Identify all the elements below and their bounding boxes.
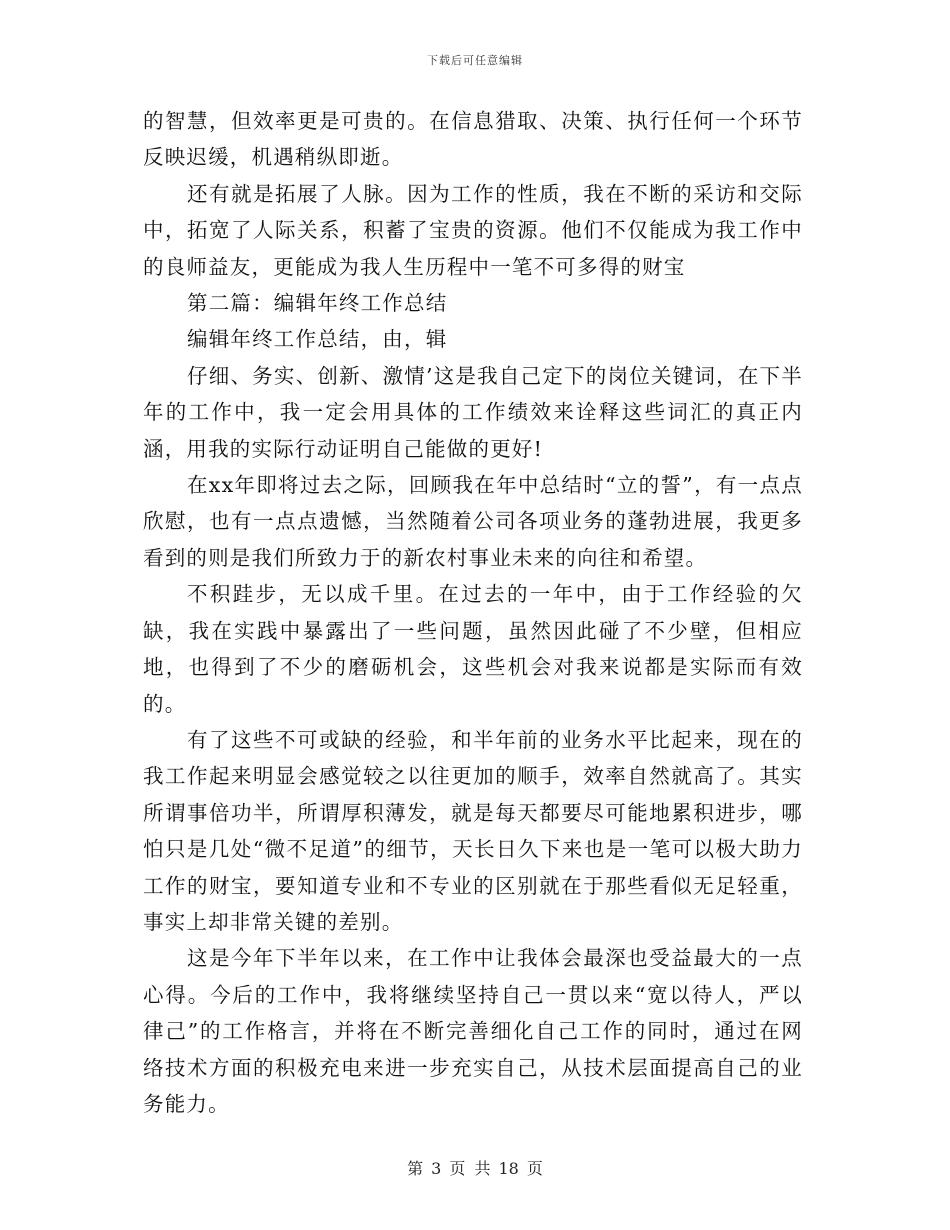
paragraph-2: 还有就是拓展了人脉。因为工作的性质，我在不断的采访和交际中，拓宽了人际关系，积蓄了宝贵的资源。他们不仅能成为我工作中的良师益友，更能成为我人生历程中一笔不可多得的财宝 <box>143 181 803 279</box>
page-header: 下载后可任意编辑 <box>427 54 523 67</box>
page-label-mid: 页 共 <box>449 1159 491 1178</box>
document-body <box>143 103 803 1122</box>
paragraph-6: 在xx年即将过去之际，回顾我在年中总结时“立的誓”，有一点点欣慰，也有一点点遗憾，当然随着公司各项业务的蓬勃进展，我更多看到的则是我们所致力于的新农村事业未来的向往和希望。 <box>143 473 803 570</box>
paragraph-5: 仔细、务实、创新、激情’这是我自己定下的岗位关键词，在下半年的工作中，我一定会用具体的工作绩效来诠释这些词汇的真正内涵，用我的实际行动证明自己能做的更好! <box>143 363 803 461</box>
paragraph-8: 有了这些不可或缺的经验，和半年前的业务水平比起来，现在的我工作起来明显会感觉较之以往更加的顺手，效率自然就高了。其实所谓事倍功半，所谓厚积薄发，就是每天都要尽可能地累积进步，哪怕只是几处“微不足道”的细节，天长日久下来也是一笔可以极大助力工作的财宝，要知道专业和不专业的区别就在于那些看似无足轻重，事实上却非常关键的差别。 <box>143 727 803 934</box>
section-subheading: 编辑年终工作总结，由，辑 <box>187 327 448 352</box>
section-heading: 第二篇：编辑年终工作总结 <box>187 291 448 316</box>
page-number-current: 3 <box>431 1159 442 1178</box>
paragraph-9: 这是今年下半年以来，在工作中让我体会最深也受益最大的一点心得。今后的工作中，我将继续坚持自己一贯以来“宽以待人，严以律己”的工作格言，并将在不断完善细化自己工作的同时，通过在网络技术方面的积极充电来进一步充实自己，从技术层面提高自己的业务能力。 <box>143 946 803 1116</box>
page-label-suffix: 页 <box>526 1159 543 1178</box>
page-footer <box>0 1156 950 1179</box>
paragraph-1: 的智慧，但效率更是可贵的。在信息猎取、决策、执行任何一个环节反映迟缓，机遇稍纵即逝。 <box>143 109 803 170</box>
page-label-prefix: 第 <box>407 1159 424 1178</box>
paragraph-7: 不积跬步，无以成千里。在过去的一年中，由于工作经验的欠缺，我在实践中暴露出了一些问题，虽然因此碰了不少壁，但相应地，也得到了不少的磨砺机会，这些机会对我来说都是实际而有效的。 <box>143 582 803 716</box>
page-number-total: 18 <box>498 1159 519 1178</box>
